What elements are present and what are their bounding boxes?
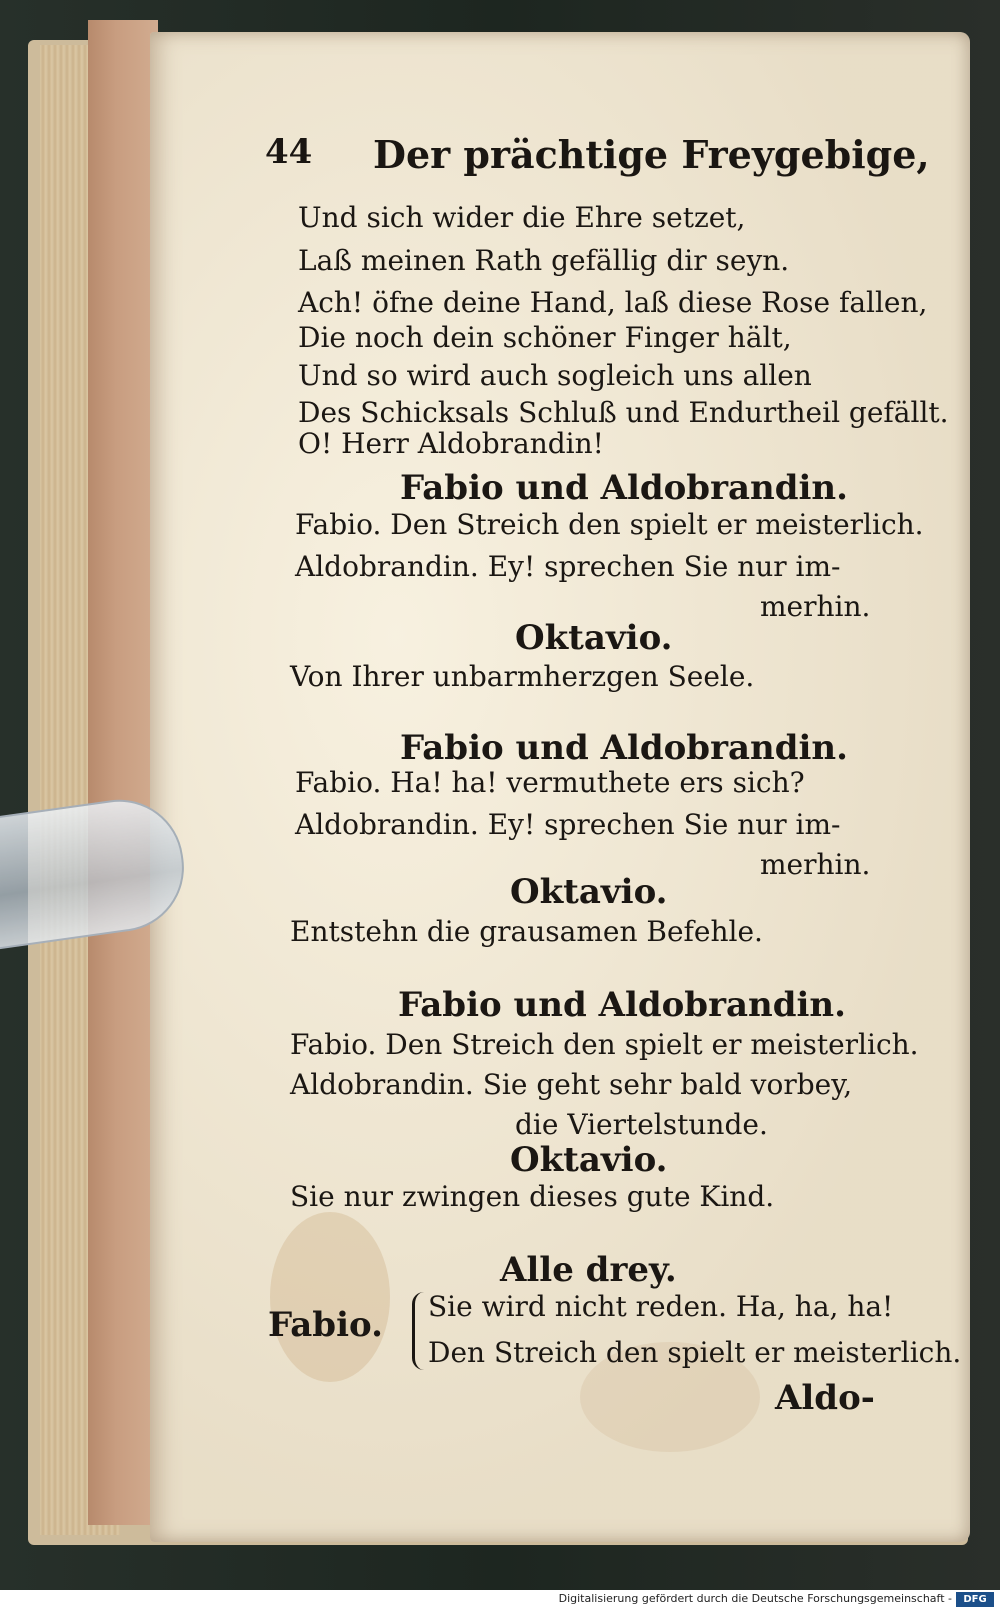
verse-line: Die noch dein schöner Finger hält, [298,321,792,354]
speaker-heading: Fabio und Aldobrandin. [400,468,848,508]
verse-line: O! Herr Aldobrandin! [298,427,604,460]
speaker-heading: Oktavio. [510,1140,668,1180]
foxing-stain [270,1212,390,1382]
dialogue-line: Fabio. Den Streich den spielt er meisterlich. [295,508,924,541]
page-edge [88,20,158,1525]
running-title: Der prächtige Freygebige, [373,132,930,177]
dfg-logo: DFG [956,1592,994,1607]
dialogue-line: Sie wird nicht reden. Ha, ha, ha! [428,1290,894,1323]
speaker-heading: Alle drey. [500,1250,677,1290]
dialogue-line: merhin. [760,848,871,881]
verse-line: Und so wird auch sogleich uns allen [298,359,812,392]
digitization-credit: Digitalisierung gefördert durch die Deutsche Forschungsgemeinschaft - [558,1592,952,1605]
dialogue-line: Aldobrandin. Ey! sprechen Sie nur im- [295,808,841,841]
dialogue-line: Aldobrandin. Sie geht sehr bald vorbey, [290,1068,853,1101]
page-number: 44 [265,132,313,172]
dialogue-line: Fabio. Ha! ha! vermuthete ers sich? [295,766,805,799]
dialogue-line: Aldobrandin. Ey! sprechen Sie nur im- [295,550,841,583]
dialogue-line: die Viertelstunde. [515,1108,768,1141]
dialogue-line: merhin. [760,590,871,623]
dialogue-line: Den Streich den spielt er meisterlich. [428,1336,962,1369]
verse-line: Des Schicksals Schluß und Endurtheil gefällt. [298,396,949,429]
speaker-heading: Fabio und Aldobrandin. [400,728,848,768]
dialogue-line: Entstehn die grausamen Befehle. [290,915,763,948]
dialogue-line: Sie nur zwingen dieses gute Kind. [290,1180,775,1213]
speaker-name: Fabio. [268,1305,383,1345]
verse-line: Ach! öfne deine Hand, laß diese Rose fallen, [298,286,928,319]
dialogue-line: Von Ihrer unbarmherzgen Seele. [290,660,755,693]
verse-line: Laß meinen Rath gefällig dir seyn. [298,244,790,277]
dialogue-line: Fabio. Den Streich den spielt er meisterlich. [290,1028,919,1061]
speaker-heading: Oktavio. [515,618,673,658]
speaker-heading: Fabio und Aldobrandin. [398,985,846,1025]
catchword: Aldo- [775,1378,875,1418]
curly-brace [412,1292,429,1370]
verse-line: Und sich wider die Ehre setzet, [298,201,746,234]
speaker-heading: Oktavio. [510,872,668,912]
